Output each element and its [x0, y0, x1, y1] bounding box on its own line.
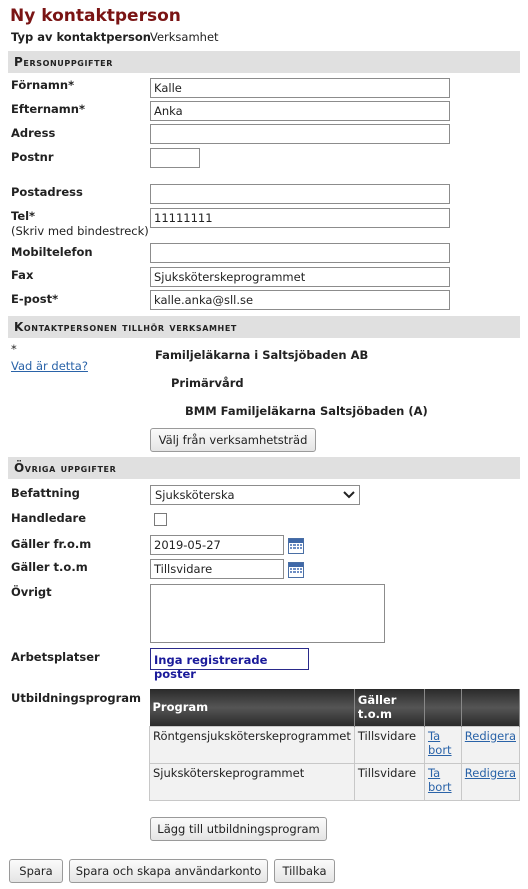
- program-name: Sjuksköterskeprogrammet: [150, 763, 355, 800]
- edit-program-link[interactable]: Redigera: [464, 765, 516, 780]
- column-header-edit: [461, 689, 519, 726]
- choose-org-button[interactable]: Välj från verksamhetsträd: [150, 428, 316, 452]
- befattning-label: Befattning: [11, 486, 80, 500]
- postadress-label: Postadress: [11, 185, 83, 199]
- fax-label: Fax: [11, 268, 34, 282]
- program-name: Röntgensjuksköterskeprogrammet: [150, 726, 355, 763]
- epost-input[interactable]: kalle.anka@sll.se: [150, 290, 450, 310]
- tom-label: Gäller t.o.m: [11, 560, 88, 574]
- adress-input[interactable]: [150, 124, 450, 144]
- program-table-header: [150, 689, 520, 726]
- save-button[interactable]: Spara: [9, 859, 63, 883]
- org-level-3: BMM Familjeläkarna Saltsjöbaden (A): [185, 404, 428, 418]
- table-row: [150, 763, 520, 800]
- from-label: Gäller fr.o.m: [11, 537, 92, 551]
- mobil-input[interactable]: [150, 243, 450, 263]
- efternamn-input[interactable]: Anka: [150, 101, 450, 121]
- calendar-icon[interactable]: [288, 562, 304, 578]
- from-date-input[interactable]: 2019-05-27: [150, 535, 284, 555]
- mobil-label: Mobiltelefon: [11, 245, 93, 259]
- befattning-selected-value: Sjuksköterska: [155, 488, 235, 502]
- handledare-label: Handledare: [11, 511, 87, 525]
- contact-type-value: Verksamhet: [150, 30, 219, 44]
- section-personal: [8, 51, 520, 73]
- program-table: [149, 689, 520, 801]
- section-personal-title: Personuppgifter: [14, 55, 113, 69]
- efternamn-label: Efternamn*: [11, 102, 85, 116]
- org-level-2: Primärvård: [171, 376, 244, 390]
- fax-input[interactable]: Sjuksköterskeprogrammet: [150, 267, 450, 287]
- tom-date-input[interactable]: Tillsvidare: [150, 559, 284, 579]
- column-header-remove: [424, 689, 461, 726]
- section-other-title: Övriga uppgifter: [14, 461, 117, 475]
- ovrigt-label: Övrigt: [11, 585, 52, 599]
- save-create-account-button[interactable]: Spara och skapa användarkonto: [69, 859, 268, 883]
- adress-label: Adress: [11, 126, 56, 140]
- org-level-1: Familjeläkarna i Saltsjöbaden AB: [155, 348, 369, 362]
- arbetsplatser-label: Arbetsplatser: [11, 650, 100, 664]
- tel-hint: (Skriv med bindestreck): [11, 224, 149, 238]
- fornamn-label: Förnamn*: [11, 78, 75, 92]
- postnr-label: Postnr: [11, 150, 54, 164]
- table-row: [150, 726, 520, 763]
- page-title: Ny kontaktperson: [10, 6, 181, 26]
- edit-program-link[interactable]: Redigera: [464, 728, 516, 743]
- tel-label: Tel*: [11, 209, 36, 223]
- calendar-icon[interactable]: [288, 538, 304, 554]
- remove-program-link[interactable]: Ta bort: [427, 728, 452, 757]
- postadress-input[interactable]: [150, 184, 450, 204]
- program-tom: Tillsvidare: [354, 763, 424, 800]
- back-button[interactable]: Tillbaka: [274, 859, 335, 883]
- add-program-button[interactable]: Lägg till utbildningsprogram: [150, 817, 327, 841]
- arbetsplatser-empty: Inga registrerade poster: [150, 648, 309, 670]
- org-required-marker: *: [11, 342, 17, 356]
- help-link[interactable]: Vad är detta?: [11, 359, 88, 373]
- program-tom: Tillsvidare: [354, 726, 424, 763]
- contact-type-label: Typ av kontaktperson: [11, 30, 151, 44]
- column-header-program: Program: [150, 689, 355, 726]
- chevron-down-icon: [343, 488, 355, 502]
- befattning-select[interactable]: [150, 485, 360, 505]
- utbildning-label: Utbildningsprogram: [11, 691, 142, 705]
- tel-input[interactable]: 11111111: [150, 208, 450, 228]
- postnr-input[interactable]: [150, 148, 200, 168]
- column-header-tom: Gäller t.o.m: [354, 689, 424, 726]
- section-org: [8, 316, 520, 338]
- section-org-title: Kontaktpersonen tillhör verksamhet: [14, 320, 237, 334]
- fornamn-input[interactable]: Kalle: [150, 78, 450, 98]
- epost-label: E-post*: [11, 292, 59, 306]
- ovrigt-textarea[interactable]: [150, 584, 385, 643]
- handledare-checkbox[interactable]: [154, 513, 167, 526]
- remove-program-link[interactable]: Ta bort: [427, 765, 452, 794]
- section-other: [8, 457, 520, 479]
